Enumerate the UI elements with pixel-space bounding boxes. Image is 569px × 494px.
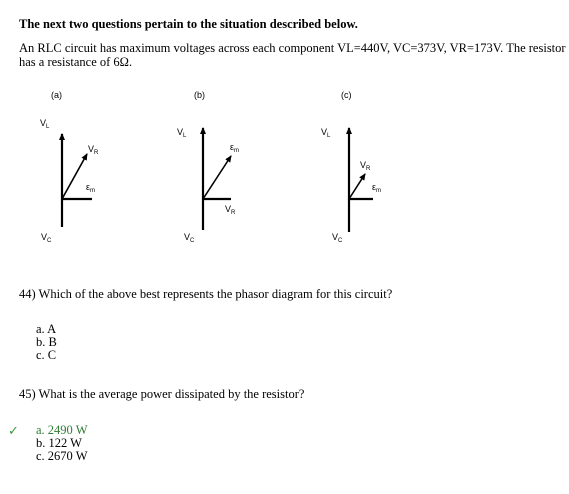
section-heading: The next two questions pertain to the situation described below. (19, 17, 358, 31)
description-line-2: has a resistance of 6Ω. (19, 55, 133, 69)
vc-label-b: $V_C$ (184, 232, 195, 244)
phasor-diagram-c (321, 127, 381, 244)
diagram-b-title: (b) (194, 90, 205, 100)
em-label-b: $\varepsilon_m$ (230, 142, 240, 154)
em-label-c: $\varepsilon_m$ (372, 182, 382, 194)
em-label-a: $\varepsilon_m$ (86, 182, 96, 194)
description-line-1: An RLC circuit has maximum voltages across each component VL=440V, VC=373V, VR=173V. The resistor (19, 41, 566, 55)
em-phasor-b (203, 156, 231, 199)
q44-option-a[interactable]: a. A (36, 322, 57, 336)
diagram-c-title: (c) (341, 90, 352, 100)
vl-label-b: $V_L$ (177, 127, 187, 139)
question-44-text: 44) Which of the above best represents the phasor diagram for this circuit? (19, 287, 393, 301)
vl-label-c: $V_L$ (321, 127, 331, 139)
em-phasor-c (349, 174, 365, 199)
q45-option-b[interactable]: b. 122 W (36, 436, 82, 450)
phasor-diagram-b (177, 127, 239, 244)
correct-check-icon: ✓ (8, 424, 19, 439)
q45-option-a[interactable]: a. 2490 W (36, 423, 88, 437)
vl-label-a: $V_L$ (40, 118, 50, 130)
vc-label-c: $V_C$ (332, 232, 343, 244)
vc-label-a: $V_C$ (41, 232, 52, 244)
question-45-text: 45) What is the average power dissipated by the resistor? (19, 387, 305, 401)
phasor-diagram-a (40, 118, 99, 244)
diagram-a-title: (a) (51, 90, 62, 100)
vr-label-c: $V_R$ (360, 160, 371, 172)
q44-option-c[interactable]: c. C (36, 348, 57, 362)
vr-label-a: $V_R$ (88, 144, 99, 156)
em-phasor-a (62, 154, 87, 199)
q44-option-b[interactable]: b. B (36, 335, 57, 349)
vr-label-b: $V_R$ (225, 204, 236, 216)
q45-option-c[interactable]: c. 2670 W (36, 449, 88, 463)
